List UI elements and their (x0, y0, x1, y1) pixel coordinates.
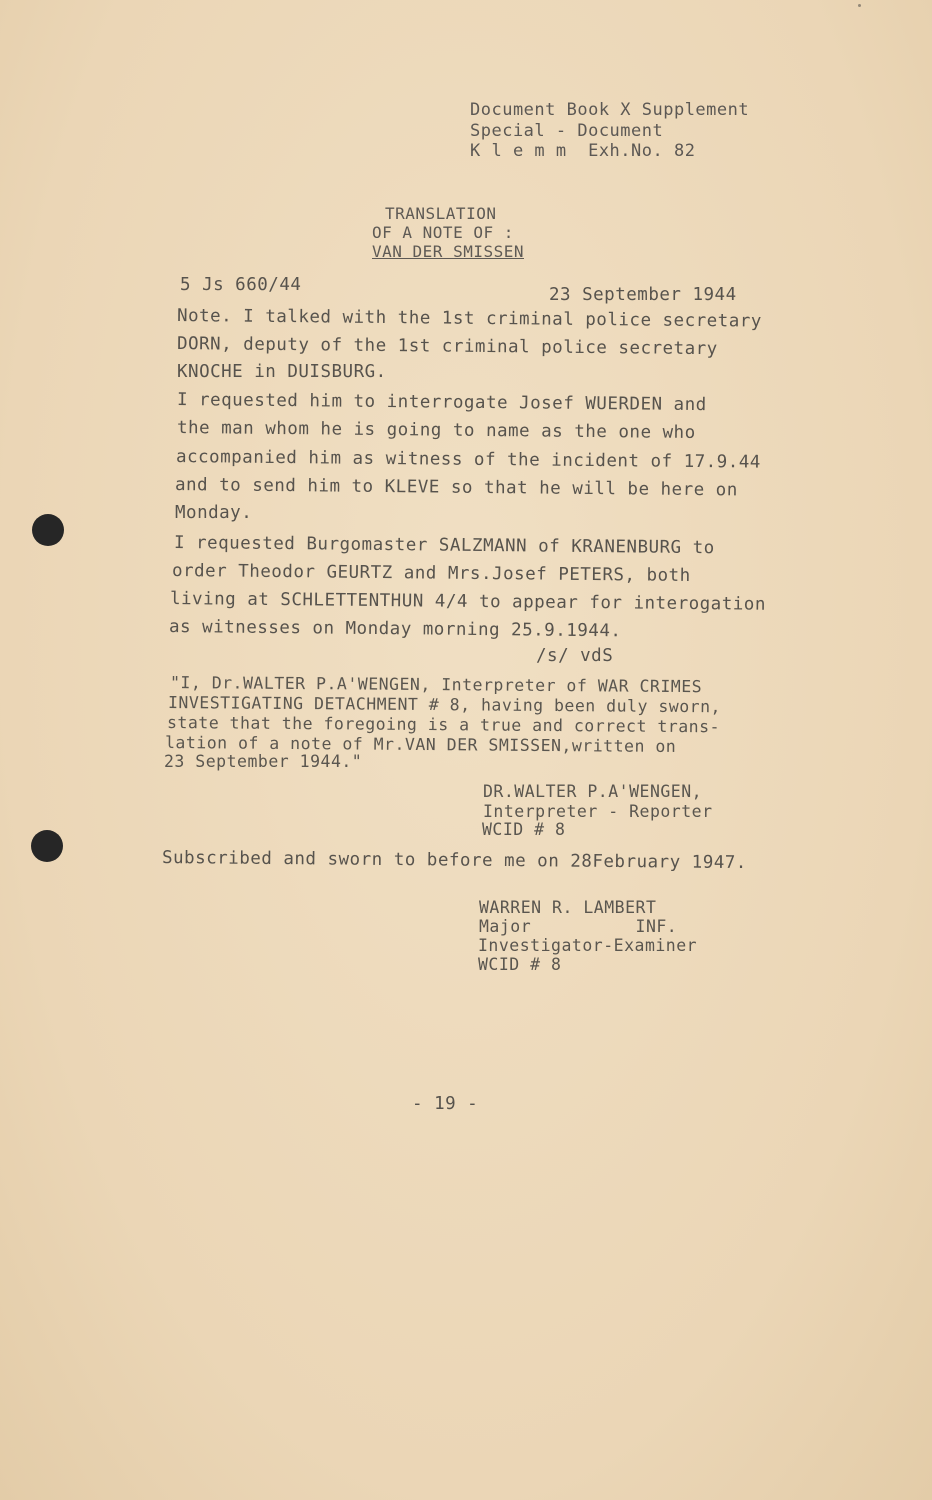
speck (858, 4, 861, 7)
header-line-2: Special - Document (470, 121, 664, 141)
oath-statement: Subscribed and sworn to before me on 28February 1947. (161, 848, 747, 874)
title-line-3: VAN DER SMISSEN (372, 242, 524, 261)
note-date: 23 September 1944 (549, 285, 737, 305)
note-p2-line-2: the man whom he is going to name as the one who (176, 418, 696, 443)
reference-number: 5 Js 660/44 (180, 275, 302, 295)
certification-line-4: lation of a note of Mr.VAN DER SMISSEN,written on (164, 733, 677, 757)
officer-unit: WCID # 8 (478, 955, 562, 974)
note-p2-line-4: and to send him to KLEVE so that he will be here on (174, 475, 738, 501)
note-p2-line-1: I requested him to interrogate Josef WUERDEN and (176, 390, 707, 416)
note-p3-line-3: living at SCHLETTENTHUN 4/4 to appear for interogation (169, 589, 767, 615)
page-number: - 19 - (412, 1094, 479, 1114)
interpreter-name: DR.WALTER P.A'WENGEN, (483, 782, 703, 801)
note-p1-line-3: KNOCHE in DUISBURG. (177, 362, 387, 382)
note-p1-line-1: Note. I talked with the 1st criminal police secretary (176, 306, 762, 332)
note-p3-line-1: I requested Burgomaster SALZMANN of KRANENBURG to (173, 533, 715, 559)
certification-line-1: "I, Dr.WALTER P.A'WENGEN, Interpreter of WAR CRIMES (169, 673, 703, 697)
interpreter-unit: WCID # 8 (482, 820, 566, 839)
note-p2-line-3: accompanied him as witness of the incident of 17.9.44 (175, 447, 761, 473)
certification-line-5: 23 September 1944." (164, 752, 363, 771)
header-line-1: Document Book X Supplement (470, 100, 750, 120)
officer-rank: Major INF. (479, 917, 678, 936)
punch-hole-bottom (31, 830, 63, 862)
note-p1-line-2: DORN, deputy of the 1st criminal police secretary (176, 334, 718, 360)
title-line-1: TRANSLATION (385, 204, 497, 223)
punch-hole-top (32, 514, 64, 546)
note-signature: /s/ vdS (536, 646, 614, 666)
officer-name: WARREN R. LAMBERT (479, 898, 657, 917)
note-p2-line-5: Monday. (175, 503, 253, 523)
officer-title: Investigator-Examiner (478, 936, 698, 955)
interpreter-title: Interpreter - Reporter (483, 802, 713, 821)
header-line-3: K l e m m Exh.No. 82 (470, 141, 696, 161)
certification-line-2: INVESTIGATING DETACHMENT # 8, having been duly sworn, (167, 693, 722, 717)
title-line-2: OF A NOTE OF : (372, 223, 514, 242)
note-p3-line-2: order Theodor GEURTZ and Mrs.Josef PETERS, both (171, 561, 691, 586)
certification-line-3: state that the foregoing is a true and correct trans- (166, 713, 721, 737)
note-p3-line-4: as witnesses on Monday morning 25.9.1944. (168, 617, 622, 642)
